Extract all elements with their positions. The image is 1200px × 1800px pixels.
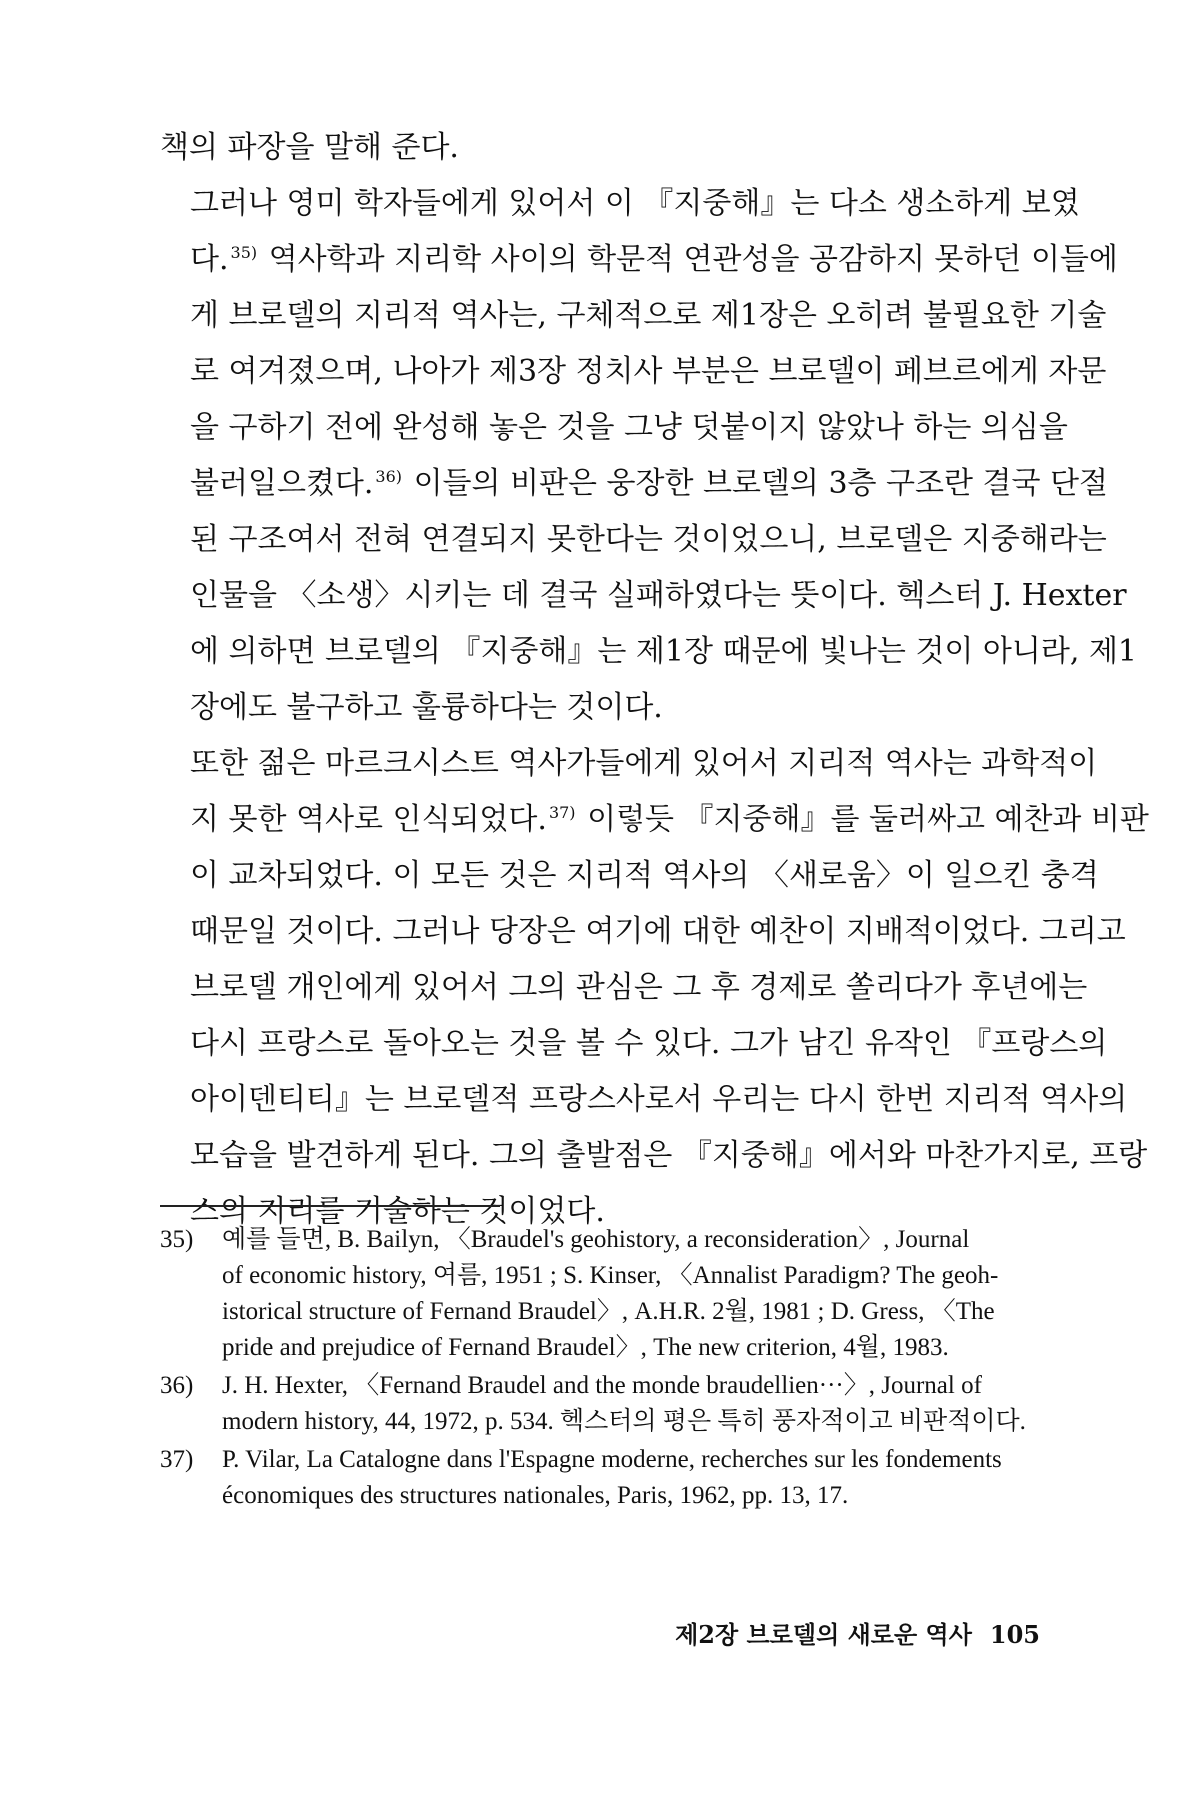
text-line: 을 구하기 전에 완성해 놓은 것을 그냥 덧붙이지 않았나 하는 의심을 — [190, 410, 1068, 445]
footnote-line: pride and prejudice of Fernand Braudel〉, The new criterion, 4월, 1983. — [222, 1334, 949, 1361]
text-line: 책의 파장을 말해 준다. — [160, 130, 459, 165]
footnote-number: 37) — [160, 1446, 194, 1473]
text-line: 다시 프랑스로 돌아오는 것을 볼 수 있다. 그가 남긴 유작인 『프랑스의 — [190, 1026, 1108, 1061]
text-line: 이 교차되었다. 이 모든 것은 지리적 역사의 〈새로움〉이 일으킨 충격 — [190, 858, 1099, 893]
text-line: 에 의하면 브로델의 『지중해』는 제1장 때문에 빛나는 것이 아니라, 제1 — [190, 634, 1138, 669]
page-footer — [640, 1615, 1040, 1650]
text-line: 그러나 영미 학자들에게 있어서 이 『지중해』는 다소 생소하게 보였 — [190, 186, 1080, 221]
text-line: 다. $^{35)}$ 역사학과 지리학 사이의 학문적 연관성을 공감하지 못하던 이들에 — [190, 242, 1118, 277]
text-line: 모습을 발견하게 된다. 그의 출발점은 『지중해』에서와 마찬가지로, 프랑 — [190, 1138, 1148, 1173]
footnote-line: istorical structure of Fernand Braudel〉, A.H.R. 2월, 1981 ; D. Gress, 〈The — [222, 1298, 995, 1325]
body-text — [160, 120, 1149, 1240]
paragraph-2 — [160, 176, 1138, 736]
text-line: 게 브로델의 지리적 역사는, 구체적으로 제1장은 오히려 불필요한 기술 — [190, 298, 1107, 333]
text-line: 로 여겨졌으며, 나아가 제3장 정치사 부분은 브로델이 페브르에게 자문 — [190, 354, 1107, 389]
page-number: 105 — [989, 1620, 1040, 1649]
footnote-line: 예를 들면, B. Bailyn, 〈Braudel's geohistory, a reconsideration〉, Journal — [222, 1226, 970, 1253]
text-line: 된 구조여서 전혀 연결되지 못한다는 것이었으니, 브로델은 지중해라는 — [190, 522, 1107, 557]
text-line: 또한 젊은 마르크시스트 역사가들에게 있어서 지리적 역사는 과학적이 — [190, 746, 1098, 781]
text-line: 아이덴티티』는 브로델적 프랑스사로서 우리는 다시 한번 지리적 역사의 — [190, 1082, 1128, 1117]
text-line: 지 못한 역사로 인식되었다. $^{37)}$ 이렇듯 『지중해』를 둘러싸고 예찬과 비판 — [190, 802, 1149, 837]
footnote-line: modern history, 44, 1972, p. 534. 헥스터의 평은 특히 풍자적이고 비판적이다. — [222, 1408, 1026, 1435]
footnote-36 — [160, 1368, 1040, 1440]
paragraph-1 — [160, 120, 1040, 176]
footnotes — [160, 1222, 1040, 1516]
text-line: 인물을 〈소생〉시키는 데 결국 실패하였다는 뜻이다. 헥스터 J. Hexter — [190, 578, 1127, 613]
footnote-ref-36[interactable]: 36) — [375, 467, 403, 486]
footnote-line: P. Vilar, La Catalogne dans l'Espagne moderne, recherches sur les fondements — [222, 1446, 1002, 1473]
footnote-35 — [160, 1222, 1040, 1366]
text-line: 때문일 것이다. 그러나 당장은 여기에 대한 예찬이 지배적이었다. 그리고 — [190, 914, 1126, 949]
footnote-number: 35) — [160, 1226, 194, 1253]
text-line: 장에도 불구하고 훌륭하다는 것이다. — [190, 690, 663, 725]
text-line: 브로델 개인에게 있어서 그의 관심은 그 후 경제로 쏠리다가 후년에는 — [190, 970, 1088, 1005]
footnote-line: économiques des structures nationales, Paris, 1962, pp. 13, 17. — [222, 1482, 849, 1509]
footnote-line: J. H. Hexter, 〈Fernand Braudel and the monde braudellien···〉, Journal of — [222, 1372, 982, 1399]
footnote-divider — [160, 1205, 500, 1207]
paragraph-3 — [160, 736, 1149, 1240]
footnote-number: 36) — [160, 1372, 194, 1399]
footnote-37 — [160, 1442, 1040, 1514]
footnote-line: of economic history, 여름, 1951 ; S. Kinser, 〈Annalist Paradigm? The geoh- — [222, 1262, 999, 1289]
footnote-ref-37[interactable]: 37) — [548, 803, 576, 822]
footnote-ref-35[interactable]: 35) — [230, 243, 258, 262]
running-header-chapter: 제2장 브로델의 새로운 역사 — [675, 1620, 972, 1649]
text-line: 불러일으켰다. $^{36)}$ 이들의 비판은 웅장한 브로델의 3층 구조란 결국 단절 — [190, 466, 1108, 501]
text-line: 스의 지리를 기술하는 것이었다. — [190, 1194, 605, 1229]
